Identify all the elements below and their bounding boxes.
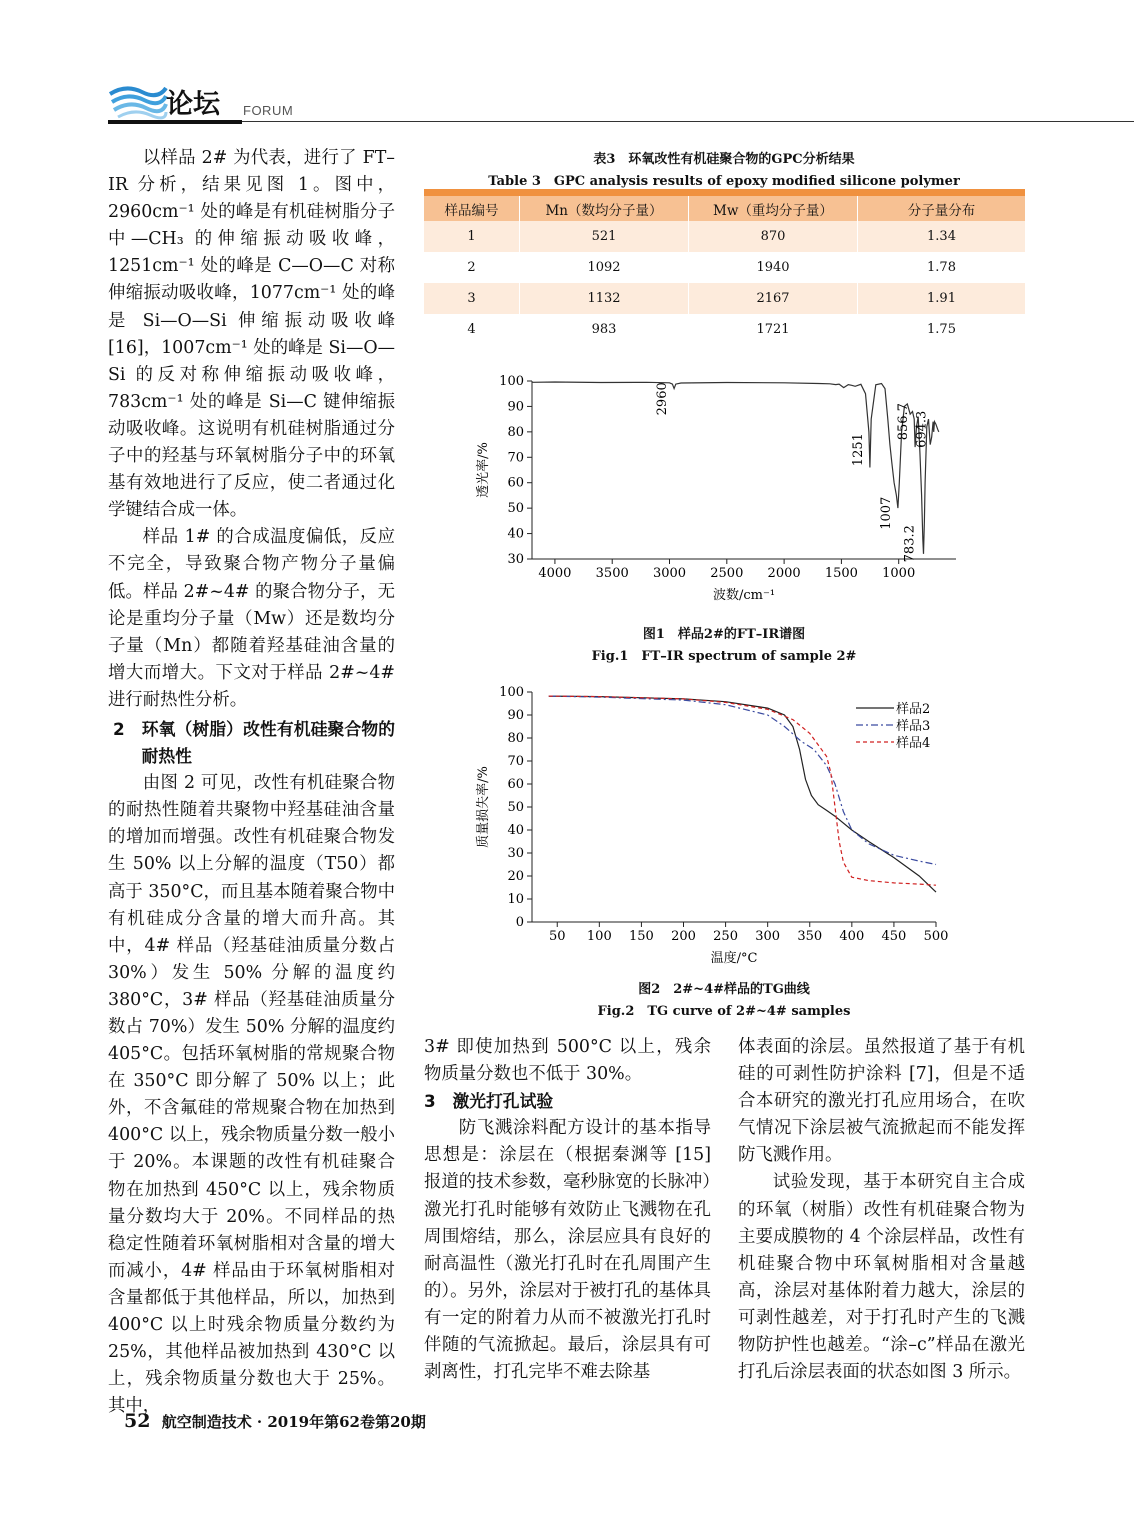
y-tick-label: 90 — [507, 708, 524, 723]
table-row — [424, 221, 1025, 252]
journal-info: 航空制造技术 · 2019年第62卷第20期 — [161, 1413, 426, 1431]
y-tick-label: 60 — [507, 475, 524, 491]
x-axis-label: 温度/°C — [710, 951, 758, 966]
y-tick-label: 50 — [507, 800, 524, 815]
table-cell: 1092 — [520, 252, 689, 283]
x-tick-label: 2000 — [767, 566, 801, 581]
table-cell: 1132 — [520, 283, 689, 314]
column-name-en: FORUM — [243, 103, 294, 118]
figure-caption-en: Fig.1 FT–IR spectrum of sample 2# — [591, 649, 857, 664]
table-cell: 983 — [520, 314, 689, 345]
header-rule-thick — [108, 120, 242, 124]
legend-label: 样品2 — [896, 702, 931, 717]
table-cell: 2167 — [689, 283, 858, 314]
series-line — [549, 696, 936, 864]
figure-caption-en: Fig.2 TG curve of 2#~4# samples — [597, 1004, 851, 1019]
table-cell: 2 — [424, 252, 520, 283]
table-header: Mw（重均分子量） — [689, 193, 858, 222]
table-header: 样品编号 — [424, 193, 520, 222]
y-tick-label: 40 — [507, 526, 524, 542]
page-footer — [124, 1410, 426, 1432]
x-tick-label: 250 — [713, 929, 738, 944]
table-caption-en: Table 3 GPC analysis results of epoxy modified silicone polymer — [488, 174, 960, 189]
paragraph: 3# 即使加热到 500°C 以上，残余物质量分数也不低于 30%。 — [424, 1037, 711, 1085]
y-tick-label: 80 — [507, 731, 524, 746]
page-number: 52 — [124, 1410, 151, 1432]
paragraph: 以样品 2# 为代表，进行了 FT–IR 分析，结果见图 1。图中，2960cm⁻¹ 处的峰是有机硅树脂分子中—CH₃ 的伸缩振动吸收峰，1251cm⁻¹ 处的峰是 C—O—C 对称伸缩振动吸收峰，1077cm⁻¹ 处的峰是 Si—O—Si 伸缩振动吸收峰 [16]，1007cm⁻¹ 处的峰是 Si—O—Si 的反对称伸缩振动吸收峰，783cm⁻¹ 处的峰是 Si—C 键伸缩振动吸收峰。这说明有机硅树脂通过分子中的羟基与环氧树脂分子中的环氧基有效地进行了反应，使二者通过化学键结合成一体。 — [108, 148, 395, 521]
y-tick-label: 80 — [507, 424, 524, 440]
paragraph: 试验发现，基于本研究自主合成的环氧（树脂）改性有机硅聚合物为主要成膜物的 4 个涂层样品，改性有机硅聚合物中环氧树脂相对含量越高，涂层对基体附着力越大，涂层的可剥性越差，对于打孔时产生的飞溅物防护性也越差。“涂–c”样品在激光打孔后涂层表面的状态如图 3 所示。 — [738, 1172, 1025, 1383]
x-tick-label: 100 — [586, 929, 612, 944]
y-tick-label: 0 — [515, 915, 524, 930]
table-cell: 4 — [424, 314, 520, 345]
paragraph: 样品 1# 的合成温度偏低，反应不完全，导致聚合物产物分子量偏低。样品 2#~4# 的聚合物分子，无论是重均分子量（Mw）还是数均分子量（Mn）都随着羟基硅油含量的增大而增大。下文对于样品 2#~4# 进行耐热性分析。 — [108, 527, 395, 710]
table-cell: 1.75 — [858, 314, 1026, 345]
figure-caption: 图1 样品2#的FT–IR谱图 — [642, 627, 806, 642]
x-tick-label: 4000 — [538, 566, 572, 581]
peak-label: 1007 — [878, 496, 894, 530]
peak-label: 856.7 — [896, 403, 912, 441]
table-cell: 870 — [689, 221, 858, 252]
table-cell: 3 — [424, 283, 520, 314]
y-tick-label: 60 — [507, 777, 524, 792]
y-tick-label: 50 — [507, 501, 524, 517]
y-tick-label: 100 — [499, 685, 524, 700]
y-tick-label: 70 — [507, 450, 524, 466]
table-cell: 1.34 — [858, 221, 1026, 252]
table-caption: 表3 环氧改性有机硅聚合物的GPC分析结果 — [593, 152, 855, 167]
ftir-chart — [424, 365, 1024, 615]
x-tick-label: 3500 — [595, 566, 629, 581]
peak-label: 2960 — [655, 382, 671, 416]
paragraph: 体表面的涂层。虽然报道了基于有机硅的可剥性防护涂料 [7]，但是不适合本研究的激光打孔应用场合，在吹气情况下涂层被气流掀起而不能发挥防飞溅作用。 — [738, 1037, 1025, 1166]
y-tick-label: 20 — [507, 869, 524, 884]
table-cell: 1 — [424, 221, 520, 252]
peak-label: 783.2 — [902, 525, 918, 563]
legend-label: 样品3 — [896, 719, 931, 734]
gpc-table — [424, 189, 1025, 345]
x-tick-label: 300 — [755, 929, 781, 944]
table-cell: 1.91 — [858, 283, 1026, 314]
paragraph: 防飞溅涂料配方设计的基本指导思想是：涂层在（根据秦渊等 [15] 报道的技术参数，毫秒脉宽的长脉冲）激光打孔时能够有效防止飞溅物在孔周围熔结，那么，涂层应具有良好的耐高温性（激光打孔时在孔周围产生的）。另外，涂层对于被打孔的基体具有一定的附着力从而不被激光打孔时伴随的气流掀起。最后，涂层具有可剥离性，打孔完毕不难去除基 — [424, 1118, 711, 1383]
x-tick-label: 50 — [548, 929, 566, 944]
header-rule — [242, 121, 1134, 122]
section-heading: 3 激光打孔试验 — [424, 1091, 554, 1112]
y-tick-label: 100 — [499, 374, 524, 389]
x-tick-label: 3000 — [652, 566, 687, 581]
table-row — [424, 283, 1025, 314]
y-axis-label: 质量损失率/% — [476, 766, 491, 848]
x-tick-label: 200 — [671, 929, 696, 944]
y-tick-label: 30 — [507, 552, 524, 567]
right-text-column — [738, 1034, 1025, 1386]
y-tick-label: 40 — [507, 823, 524, 838]
table-cell: 1.78 — [858, 252, 1026, 283]
x-tick-label: 400 — [839, 929, 865, 944]
table-row — [424, 252, 1025, 283]
y-tick-label: 30 — [507, 846, 524, 861]
table-header: 分子量分布 — [858, 193, 1026, 222]
x-tick-label: 1500 — [824, 566, 858, 581]
tg-chart — [424, 680, 1024, 970]
left-text-column — [108, 145, 395, 1420]
x-tick-label: 2500 — [710, 566, 744, 581]
y-tick-label: 90 — [507, 399, 524, 415]
y-tick-label: 70 — [507, 754, 524, 769]
wave-logo-icon — [108, 80, 168, 120]
x-tick-label: 1000 — [882, 566, 916, 581]
series-line — [532, 382, 939, 554]
figure-caption: 图2 2#~4#样品的TG曲线 — [638, 982, 810, 997]
table-row — [424, 314, 1025, 345]
x-tick-label: 150 — [629, 929, 654, 944]
legend-label: 样品4 — [896, 736, 931, 751]
peak-label: 1251 — [850, 433, 866, 467]
y-tick-label: 10 — [507, 892, 524, 907]
table-cell: 521 — [520, 221, 689, 252]
section-heading: 2 环氧（树脂）改性有机硅聚合物的耐热性 — [113, 718, 395, 767]
x-axis-label: 波数/cm⁻¹ — [712, 588, 776, 603]
x-tick-label: 350 — [797, 929, 823, 944]
table-cell: 1940 — [689, 252, 858, 283]
table-header: Mn（数均分子量） — [520, 193, 689, 222]
table-cell: 1721 — [689, 314, 858, 345]
y-axis-label: 透光率/% — [476, 442, 491, 498]
middle-text-column — [424, 1034, 711, 1386]
peak-label: 694.3 — [914, 410, 930, 448]
paragraph: 由图 2 可见，改性有机硅聚合物的耐热性随着共聚物中羟基硅油含量的增加而增强。改性有机硅聚合物发生 50% 以上分解的温度（T50）都高于 350°C，而且基本随着聚合物中有机硅成分含量的增大而升高。其中，4# 样品（羟基硅油质量分数占 30%）发生 50% 分解的温度约 380°C，3# 样品（羟基硅油质量分数占 70%）发生 50% 分解的温度约 405°C。包括环氧树脂的常规聚合物在 350°C 即分解了 50% 以上；此外，不含氟硅的常规聚合物在加热到 400°C 以上，残余物质量分数一般小于 20%。本课题的改性有机硅聚合物在加热到 450°C 以上，残余物质量分数均大于 20%。不同样品的热稳定性随着环氧树脂相对含量的增大而减小，4# 样品由于环氧树脂相对含量都低于其他样品，所以，加热到 400°C 以上时残余物质量分数约为 25%，其他样品被加热到 430°C 以上，残余物质量分数也大于 25%。其中， — [108, 773, 395, 1417]
x-tick-label: 500 — [923, 929, 949, 944]
x-tick-label: 450 — [881, 929, 907, 944]
column-name: 论坛 — [166, 89, 220, 120]
